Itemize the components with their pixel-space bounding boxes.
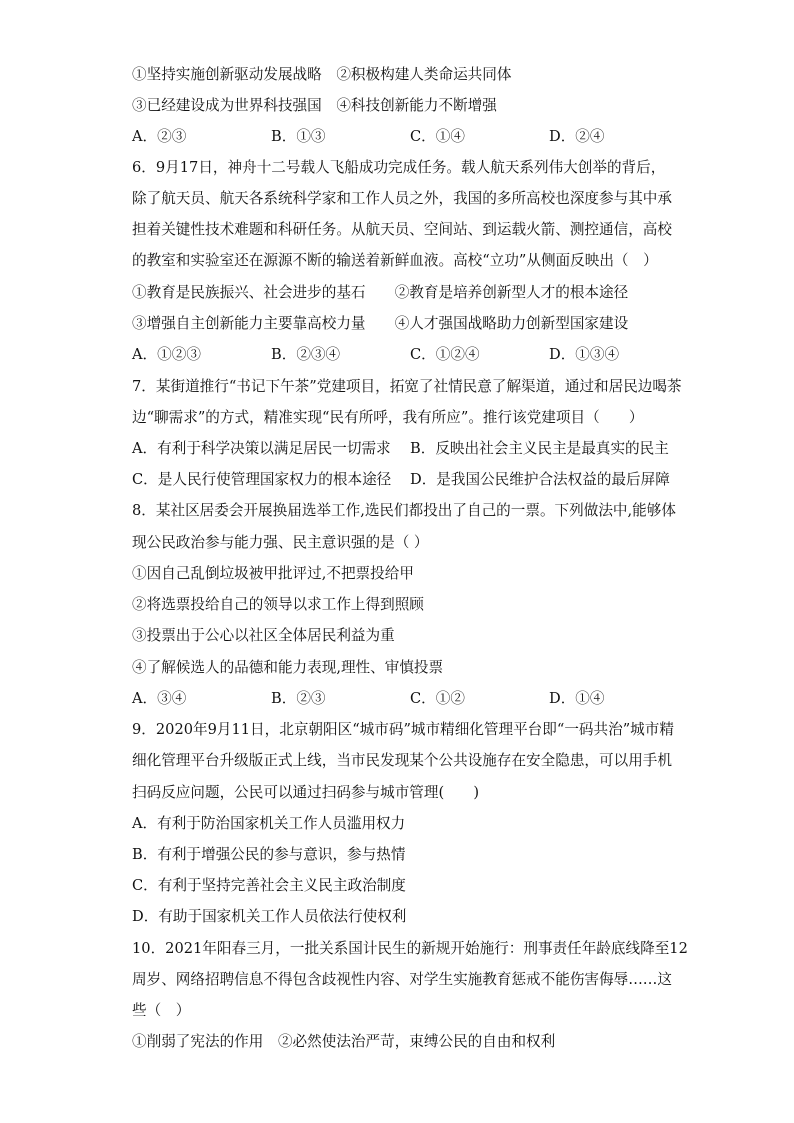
option-a: A．①②③ [132,346,201,363]
option-a: A．有利于科学决策以满足居民一切需求 [132,440,391,457]
q9-stem-3: 扫码反应问题，公民可以通过扫码参与城市管理( ) [132,784,480,801]
q8-statement-3: ③投票出于公心以社区全体居民利益为重 [132,627,395,644]
option-c: C．①②④ [410,346,480,363]
q10-statements-1: ①削弱了宪法的作用 ②必然使法治严苛，束缚公民的自由和权利 [132,1033,556,1050]
q8-stem-2: 现公民政治参与能力强、民主意识强的是（ ） [132,534,429,551]
option-b: B．反映出社会主义民主是最真实的民主 [410,440,669,457]
option-c: C．①② [410,690,465,707]
q10-stem-3: 些（ ） [132,1002,191,1019]
q6-options [132,344,692,366]
q7-options-row-2 [132,469,692,491]
q5-statements-1: ①坚持实施创新驱动发展战略 ②积极构建人类命运共同体 [132,66,512,83]
q5-statements-2: ③已经建设成为世界科技强国 ④科技创新能力不断增强 [132,97,497,114]
q6-statements-1: ①教育是民族振兴、社会进步的基石 ②教育是培养创新型人才的根本途径 [132,284,629,301]
q6-stem-4: 的教室和实验室还在源源不断的输送着新鲜血液。高校“立功”从侧面反映出（ ） [132,252,658,269]
q6-statements-2: ③增强自主创新能力主要靠高校力量 ④人才强国战略助力创新型国家建设 [132,315,629,332]
option-c: C．是人民行使管理国家权力的根本途径 [132,471,392,488]
option-b: B．②③④ [271,346,341,363]
q9-option-c: C．有利于坚持完善社会主义民主政治制度 [132,877,406,894]
option-c: C．①④ [410,128,465,145]
q10-stem-1: 10．2021年阳春三月，一批关系国计民生的新规开始施行：刑事责任年龄底线降至12 [132,940,688,957]
q5-options [132,126,692,148]
option-d: D．是我国公民维护合法权益的最后屏障 [410,471,670,488]
q6-stem-1: 6．9月17日，神舟十二号载人飞船成功完成任务。载人航天系列伟大创举的背后， [132,159,666,176]
q9-stem-2: 细化管理平台升级版正式上线，当市民发现某个公共设施存在安全隐患，可以用手机 [132,752,672,769]
q8-statement-4: ④了解候选人的品德和能力表现,理性、审慎投票 [132,659,444,676]
option-b: B．①③ [271,128,326,145]
q6-stem-2: 除了航天员、航天各系统科学家和工作人员之外，我国的多所高校也深度参与其中承 [132,190,672,207]
option-b: B．②③ [271,690,326,707]
q8-statement-2: ②将选票投给自己的领导以求工作上得到照顾 [132,596,424,613]
q7-stem-1: 7．某街道推行“书记下午茶”党建项目，拓宽了社情民意了解渠道，通过和居民边喝茶 [132,378,682,395]
option-a: A．③④ [132,690,187,707]
q9-option-a: A．有利于防治国家机关工作人员滥用权力 [132,815,406,832]
q8-statement-1: ①因自己乱倒垃圾被甲批评过,不把票投给甲 [132,565,414,582]
option-d: D．②④ [549,128,605,145]
q8-options [132,688,692,710]
q7-options-row-1 [132,438,692,460]
q10-stem-2: 周岁、网络招聘信息不得包含歧视性内容、对学生实施教育惩戒不能伤害侮辱……这 [132,971,672,988]
q9-option-d: D．有助于国家机关工作人员依法行使权利 [132,908,407,925]
option-d: D．①③④ [549,346,620,363]
q9-option-b: B．有利于增强公民的参与意识，参与热情 [132,846,406,863]
q7-stem-2: 边“聊需求”的方式，精准实现“民有所呼，我有所应”。推行该党建项目（ ） [132,409,644,426]
q6-stem-3: 担着关键性技术难题和科研任务。从航天员、空间站、到运载火箭、测控通信，高校 [132,221,672,238]
option-a: A．②③ [132,128,187,145]
q9-stem-1: 9．2020年9月11日，北京朝阳区“城市码”城市精细化管理平台即“一码共治”城市精 [132,721,674,738]
q8-stem-1: 8．某社区居委会开展换届选举工作,选民们都投出了自己的一票。下列做法中,能够体 [132,502,676,519]
option-d: D．①④ [549,690,605,707]
